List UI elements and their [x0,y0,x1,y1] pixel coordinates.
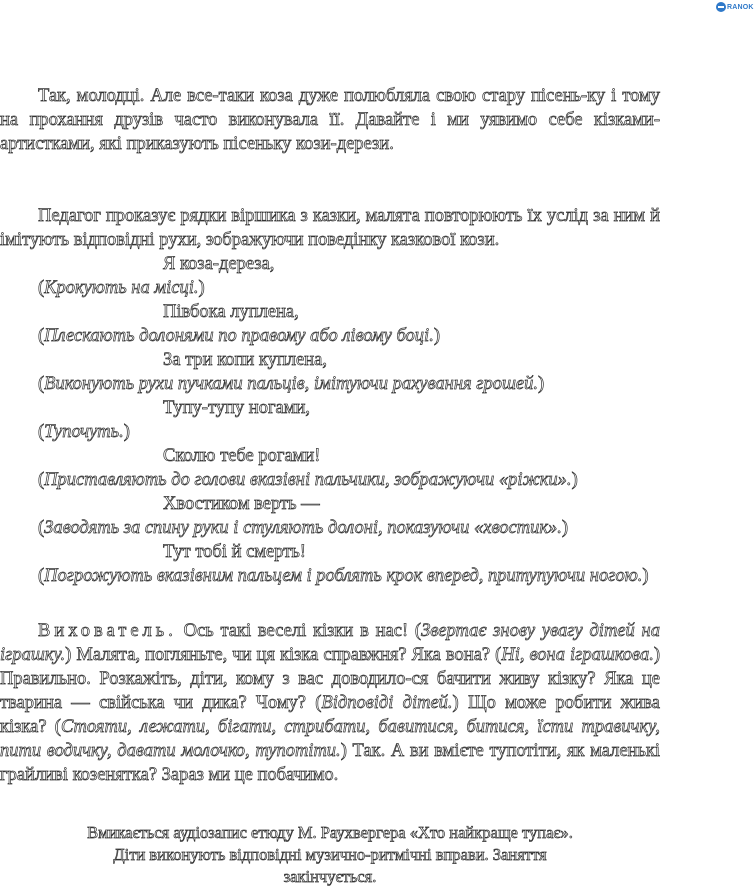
dialogue-text: ) Малята, погляньте, чи ця кізка справжня? Яка вона? ( [65,645,502,665]
dialogue-text: ) Правильно. Розкажіть, діти, кому з вас доводило-ся бачити живу кізку? Яка це тварина — свійська чи дика? Чому? ( [0,645,661,713]
poem-line: Тут тобі й смерть! [163,542,306,562]
dialogue-text: ) Так. А ви вмієте тупотіти, як маленькі грайливі козенятка? Зараз ми це побачимо. [0,741,661,785]
closing-caption: Вмикається аудіозапис етюду М. Раухвергера «Хто найкраще тупає». Діти виконують відповідні музично-ритмічні вправи. Заняття закінчується. [87,823,573,886]
stage-direction-text: Заводять за спину руки і стуляють долоні, показуючи «хвостик». [44,518,562,538]
stage-direction: (Погрожують вказівним пальцем і роблять крок вперед, притупуючи ногою.) [38,566,649,586]
poem-line: За три копи куплена, [163,350,327,370]
stage-direction: (Крокують на місці.) [38,278,205,298]
publisher-logo [716,2,754,12]
poem-line: Півбока луплена, [163,302,299,322]
publisher-logo-text: RANOK [727,3,754,11]
educator-dialogue-paragraph [0,619,660,787]
stage-remark: Ні, вона іграшкова. [501,645,654,665]
stage-direction: (Заводять за спину руки і стуляють долоні, показуючи «хвостик».) [38,518,569,538]
poem-line: Я коза-дереза, [163,254,275,274]
dialogue-text: Ось такі веселі кізки в нас! ( [176,621,422,641]
stage-direction-text: Плескають долонями по правому або лівому боці. [44,326,434,346]
stage-direction: (Виконують рухи пучками пальців, імітуючи рахування грошей.) [38,374,545,394]
intro-paragraph: Так, молодці. Але все-таки коза дуже полюбляла свою стару пісень-ку і тому на прохання друзів часто виконувала її. Давайте і ми уявимо себе кізками-артистками, які приказують пісеньку кози-дерези. [0,86,660,154]
stage-direction: (Плескають долонями по правому або лівому боці.) [38,326,440,346]
speaker-label: Вихователь. [38,621,177,641]
stage-direction-text: Тупочуть. [44,422,124,442]
stage-direction: (Тупочуть.) [38,422,130,442]
stage-direction: (Приставляють до голови вказівні пальчики, зображуючи «ріжки».) [38,470,578,490]
stage-direction-text: Виконують рухи пучками пальців, імітуючи рахування грошей. [44,374,539,394]
dialogue-text: ) Що може робити жива кізка? ( [0,693,660,737]
teacher-instruction-paragraph: Педагог проказує рядки віршика з казки, малята повторюють їх услід за ним й імітують відповідні рухи, зображуючи поведінку казкової кози. [0,206,660,250]
poem-line: Сколю тебе рогами! [163,446,321,466]
stage-direction-text: Приставляють до голови вказівні пальчики, зображуючи «ріжки». [44,470,572,490]
poem-line: Тупу-тупу ногами, [163,398,310,418]
stage-direction-text: Погрожують вказівним пальцем і роблять крок вперед, притупуючи ногою. [44,566,643,586]
poem-line: Хвостиком верть — [163,494,320,514]
stage-remark: Відповіді дітей. [321,693,453,713]
stage-direction-text: Крокують на місці. [44,278,199,298]
stage-remark: Звертає знову увагу дітей на іграшку. [0,621,660,665]
publisher-logo-icon [716,2,726,12]
stage-remark: Стояти, лежати, бігати, стрибати, бавитися, битися, їсти травичку, пити водичку, давати молочко, тупотіти. [0,717,660,761]
